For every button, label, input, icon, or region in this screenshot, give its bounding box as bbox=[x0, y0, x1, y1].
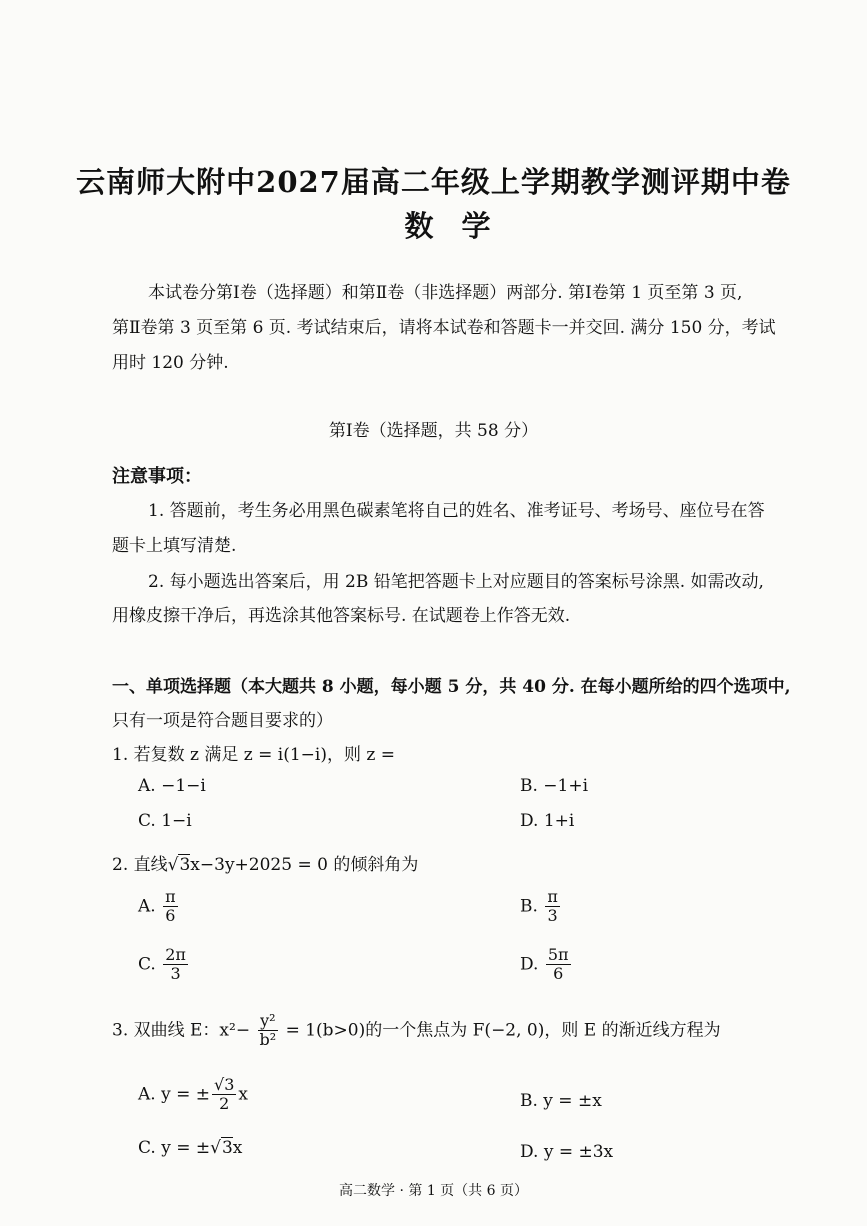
section1-heading-line-1: 一、单项选择题（本大题共 8 小题，每小题 5 分，共 40 分. 在每小题所给的四个选项中, bbox=[112, 677, 791, 697]
q1-option-b: B. −1+i bbox=[520, 776, 589, 796]
q2-radicand: 3 bbox=[179, 855, 191, 875]
subject-title: 数学 bbox=[404, 209, 519, 243]
q3-option-a-pre: y = ± bbox=[161, 1084, 210, 1105]
part1-title: 第Ⅰ卷（选择题，共 58 分） bbox=[328, 421, 539, 441]
intro-line-2: 第Ⅱ卷第 3 页至第 6 页. 考试结束后，请将本试卷和答题卡一并交回. 满分 150 分，考试 bbox=[112, 318, 776, 338]
fraction-numerator: y² bbox=[260, 1011, 276, 1030]
q3-option-a-fraction bbox=[212, 1076, 236, 1114]
q1-option-c: C. 1−i bbox=[138, 811, 192, 831]
intro-line-3: 用时 120 分钟. bbox=[112, 353, 229, 373]
notice-item-2-line-2: 用橡皮擦干净后，再选涂其他答案标号. 在试题卷上作答无效. bbox=[112, 606, 571, 626]
fraction-denominator: b² bbox=[259, 1030, 277, 1050]
notice-heading: 注意事项： bbox=[112, 466, 202, 487]
fraction-numerator: 5π bbox=[547, 945, 569, 964]
q3-option-a-label: A. bbox=[138, 1084, 156, 1105]
q1-stem: 1. 若复数 z 满足 z = i(1−i)，则 z = bbox=[112, 745, 396, 765]
q3-option-c-post: x bbox=[232, 1138, 243, 1158]
q3-option-b: B. y = ±x bbox=[520, 1091, 602, 1111]
q3-option-a-post: x bbox=[238, 1084, 248, 1105]
fraction-denominator: 6 bbox=[553, 964, 564, 984]
q2-option-a-fraction bbox=[163, 888, 178, 926]
sqrt-symbol: √ bbox=[167, 855, 179, 875]
q2-option-d-fraction bbox=[546, 946, 571, 984]
q2-option-c bbox=[138, 946, 190, 984]
fraction-denominator: 2 bbox=[219, 1094, 230, 1114]
fraction-numerator: π bbox=[165, 887, 176, 906]
q2-option-c-fraction bbox=[163, 946, 188, 984]
sqrt-symbol: √ bbox=[210, 1138, 221, 1158]
q2-option-b-label: B. bbox=[520, 896, 538, 917]
intro-line-1: 本试卷分第Ⅰ卷（选择题）和第Ⅱ卷（非选择题）两部分. 第Ⅰ卷第 1 页至第 3 页, bbox=[148, 283, 743, 303]
fraction-denominator: 3 bbox=[170, 964, 181, 984]
q2-stem-suffix: x−3y+2025 = 0 的倾斜角为 bbox=[190, 855, 419, 875]
fraction-denominator: 3 bbox=[547, 906, 558, 926]
page-title: 云南师大附中2027届高二年级上学期教学测评期中卷 bbox=[76, 165, 791, 199]
q2-option-d bbox=[520, 946, 573, 984]
q1-option-d: D. 1+i bbox=[520, 811, 575, 831]
q1-option-a: A. −1−i bbox=[138, 776, 206, 796]
fraction-numerator: 2π bbox=[165, 945, 186, 964]
q3-option-c-pre: y = ± bbox=[161, 1138, 211, 1158]
fraction-numerator: π bbox=[547, 887, 558, 906]
q2-option-b-fraction bbox=[545, 888, 560, 926]
page-footer: 高二数学 · 第 1 页（共 6 页） bbox=[339, 1183, 528, 1199]
q3-stem-suffix: = 1(b>0)的一个焦点为 F(−2, 0)，则 E 的渐近线方程为 bbox=[285, 1020, 721, 1041]
notice-item-1-line-2: 题卡上填写清楚. bbox=[112, 536, 237, 556]
section1-heading-line-2: 只有一项是符合题目要求的） bbox=[112, 711, 333, 731]
fraction-numerator: √3 bbox=[214, 1075, 235, 1094]
q3-stem-fraction bbox=[258, 1012, 279, 1050]
q2-option-b bbox=[520, 888, 562, 926]
q2-option-a-label: A. bbox=[138, 896, 156, 917]
q2-option-d-label: D. bbox=[520, 954, 539, 975]
fraction-denominator: 6 bbox=[165, 906, 176, 926]
notice-item-2-line-1: 2. 每小题选出答案后，用 2B 铅笔把答题卡上对应题目的答案标号涂黑. 如需改动, bbox=[148, 572, 764, 592]
q3-stem bbox=[112, 1012, 721, 1050]
q3-option-c-radicand: 3 bbox=[221, 1138, 233, 1158]
q2-option-c-label: C. bbox=[138, 954, 156, 975]
q2-stem bbox=[112, 850, 418, 875]
q3-option-c bbox=[138, 1138, 242, 1158]
q3-option-c-label: C. bbox=[138, 1138, 156, 1158]
q2-option-a bbox=[138, 888, 180, 926]
q3-option-a bbox=[138, 1076, 248, 1114]
notice-item-1-line-1: 1. 答题前，考生务必用黑色碳素笔将自己的姓名、准考证号、考场号、座位号在答 bbox=[148, 501, 765, 521]
q3-option-d: D. y = ±3x bbox=[520, 1142, 614, 1162]
q2-stem-prefix: 2. 直线 bbox=[112, 855, 168, 875]
q3-stem-prefix: 3. 双曲线 E：x²− bbox=[112, 1020, 251, 1041]
